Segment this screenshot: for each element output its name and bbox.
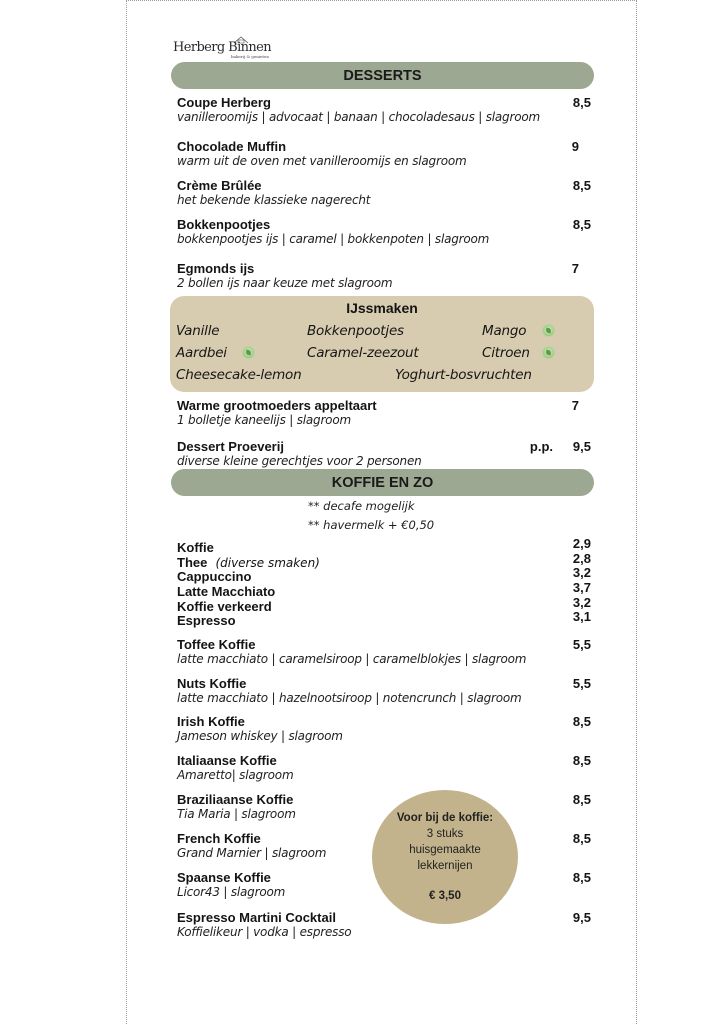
item-name: Nuts Koffie — [177, 676, 247, 691]
ice-flavors-box — [170, 296, 594, 392]
item-price: 8,5 — [572, 753, 591, 768]
menu-item — [177, 536, 591, 555]
item-name: Warme grootmoeders appeltaart — [177, 398, 377, 413]
menu-item — [177, 609, 591, 629]
item-name: Latte Macchiato — [177, 584, 276, 600]
item-name: Egmonds ijs — [177, 261, 255, 276]
badge-line: lekkernijen — [417, 860, 473, 872]
badge-price: € 3,50 — [429, 890, 461, 902]
item-name: Dessert Proeverij — [177, 439, 284, 454]
menu-item — [177, 637, 591, 667]
item-name: Espresso Martini Cocktail — [177, 910, 336, 925]
menu-item — [177, 217, 591, 247]
item-price: 8,5 — [572, 831, 591, 846]
item-name: Irish Koffie — [177, 714, 245, 729]
menu-item — [177, 261, 591, 291]
item-price: 3,1 — [572, 609, 591, 625]
menu-item — [177, 580, 591, 600]
item-name: Spaanse Koffie — [177, 870, 271, 885]
item-price: 2,9 — [572, 536, 591, 551]
item-name: Thee — [177, 554, 208, 570]
item-unit: p.p. — [529, 439, 553, 454]
item-description: bokkenpootjes ijs | caramel | bokkenpoten | slagroom — [177, 232, 490, 246]
menu-item — [177, 139, 591, 169]
menu-item — [177, 550, 591, 570]
item-description: Jameson whiskey | slagroom — [177, 729, 343, 743]
menu-item — [177, 753, 591, 783]
item-name: Braziliaanse Koffie — [177, 792, 294, 807]
item-price: 3,7 — [572, 580, 591, 596]
flavor-item: Bokkenpootjes — [307, 323, 404, 339]
note-havermelk: ** havermelk + €0,50 — [308, 518, 435, 532]
item-price: 5,5 — [572, 637, 591, 652]
item-description: het bekende klassieke nagerecht — [177, 193, 371, 207]
menu-item — [177, 178, 591, 208]
menu-item — [177, 594, 591, 614]
logo — [173, 36, 272, 62]
ice-flavors-title: IJssmaken — [346, 300, 418, 316]
item-price: 8,5 — [572, 870, 591, 885]
item-description: Licor43 | slagroom — [177, 885, 286, 899]
logo-tagline: bakerij & genieten — [231, 54, 269, 59]
item-description: diverse kleine gerechtjes voor 2 personen — [177, 454, 422, 468]
item-description: 1 bolletje kaneelijs | slagroom — [177, 413, 351, 427]
item-description: Amaretto| slagroom — [177, 768, 294, 782]
item-name: Coupe Herberg — [177, 95, 271, 110]
item-name: Espresso — [177, 613, 236, 629]
item-name: French Koffie — [177, 831, 261, 846]
item-price: 7 — [571, 261, 579, 276]
flavor-item: Mango — [482, 323, 527, 339]
item-price: 8,5 — [572, 178, 591, 193]
item-name: Cappuccino — [177, 569, 252, 585]
menu-item — [177, 910, 591, 940]
item-price: 9,5 — [572, 910, 591, 925]
item-price: 3,2 — [572, 565, 591, 581]
flavor-item: Caramel-zeezout — [307, 345, 419, 361]
flavor-item: Cheesecake-lemon — [176, 367, 302, 383]
item-description: vanilleroomijs | advocaat | banaan | chocoladesaus | slagroom — [177, 110, 540, 124]
coffee-treat-badge — [372, 790, 518, 924]
flavor-item: Aardbei — [176, 345, 227, 361]
item-name: Koffie — [177, 540, 214, 555]
item-price: 3,2 — [572, 594, 591, 610]
basic-coffee-list — [177, 536, 591, 629]
flavor-item: Citroen — [482, 345, 530, 361]
menu-item — [177, 95, 591, 125]
flavor-item: Vanille — [176, 323, 220, 339]
item-name: Crème Brûlée — [177, 178, 262, 193]
item-price: 7 — [571, 398, 579, 413]
item-name: Italiaanse Koffie — [177, 753, 277, 768]
item-note: (diverse smaken) — [215, 555, 320, 570]
item-price: 8,5 — [572, 714, 591, 729]
item-price: 8,5 — [572, 217, 591, 232]
menu-item — [177, 676, 591, 706]
item-description: 2 bollen ijs naar keuze met slagroom — [177, 276, 393, 290]
item-description: latte macchiato | hazelnootsiroop | notencrunch | slagroom — [177, 691, 522, 705]
item-price: 8,5 — [572, 792, 591, 807]
menu-item — [177, 714, 591, 744]
item-description: Grand Marnier | slagroom — [177, 846, 327, 860]
item-price: 9,5 — [572, 439, 591, 454]
item-name: Bokkenpootjes — [177, 217, 271, 232]
item-price: 9 — [571, 139, 579, 154]
menu-item — [177, 398, 591, 428]
item-price: 8,5 — [572, 95, 591, 110]
menu-item — [177, 439, 591, 469]
badge-line: huisgemaakte — [409, 844, 481, 856]
note-decafe: ** decafe mogelijk — [308, 499, 415, 513]
flavor-item: Yoghurt-bosvruchten — [395, 367, 532, 383]
item-price: 5,5 — [572, 676, 591, 691]
item-description: Koffielikeur | vodka | espresso — [177, 925, 352, 939]
item-name: Koffie verkeerd — [177, 598, 272, 614]
badge-line: 3 stuks — [426, 828, 464, 840]
vegan-leaf-icon — [542, 324, 555, 337]
item-description: latte macchiato | caramelsiroop | caramelblokjes | slagroom — [177, 652, 527, 666]
item-description: warm uit de oven met vanilleroomijs en slagroom — [177, 154, 467, 168]
item-name: Chocolade Muffin — [177, 139, 287, 154]
item-price: 2,8 — [572, 550, 591, 566]
logo-name: Herberg Binnen — [173, 40, 272, 55]
item-name: Toffee Koffie — [177, 637, 256, 652]
menu-item — [177, 565, 591, 585]
vegan-leaf-icon — [542, 346, 555, 359]
section-header-koffie: KOFFIE EN ZO — [171, 469, 594, 496]
badge-title: Voor bij de koffie: — [396, 812, 494, 824]
item-description: Tia Maria | slagroom — [177, 807, 296, 821]
section-header-desserts: DESSERTS — [171, 62, 594, 89]
vegan-leaf-icon — [242, 346, 255, 359]
